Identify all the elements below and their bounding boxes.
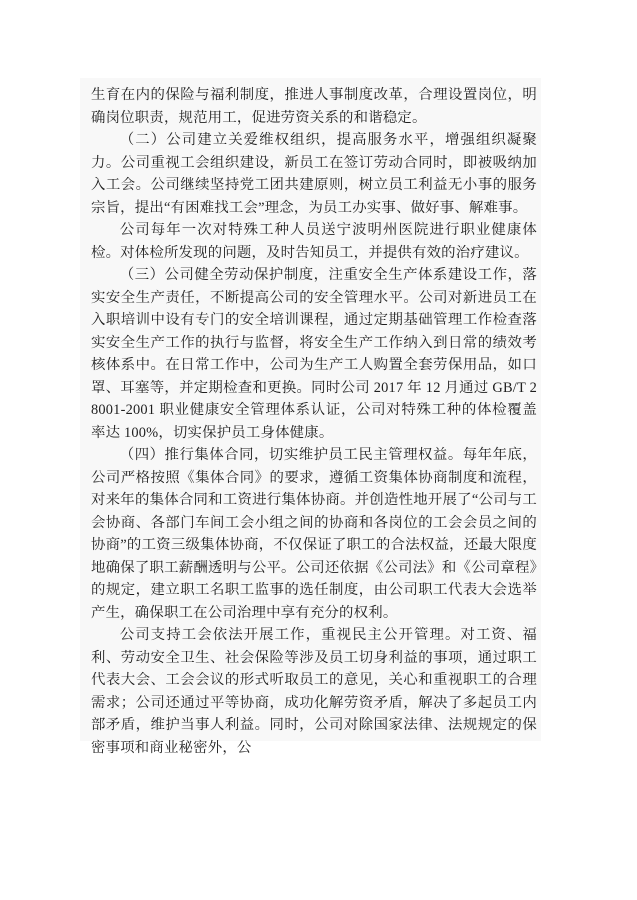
paragraph: （三）公司健全劳动保护制度，注重安全生产体系建设工作，落实安全生产责任，不断提高公司的安全管理水平。公司对新进员工在入职培训中设有专门的安全培训课程，通过定期基础管理工作检查落实安全生产工作的执行与监督，将安全生产工作纳入到日常的绩效考核体系中。在日常工作中，公司为生产工人购置全套劳保用品，如口罩、耳塞等，并定期检查和更换。同时公司 2017 年 12 月通过 GB/T 28001-2001 职业健康安全管理体系认证，公司对特殊工种的体检覆盖率达 100%，切实保护员工身体健康。 [91, 267, 537, 441]
paragraph: 公司支持工会依法开展工作，重视民主公开管理。对工资、福利、劳动安全卫生、社会保险等涉及员工切身利益的事项，通过职工代表大会、工会会议的形式听取员工的意见，关心和重视职工的合理需求；公司还通过平等协商，成功化解劳资矛盾，解决了多起员工内部矛盾，维护当事人利益。同时，公司对除国家法律、法规规定的保密事项和商业秘密外，公 [91, 627, 537, 756]
paragraph: 生育在内的保险与福利制度，推进人事制度改革，合理设置岗位，明确岗位职责，规范用工，促进劳资关系的和谐稳定。 [91, 87, 537, 126]
paragraph: （四）推行集体合同，切实维护员工民主管理权益。每年年底，公司严格按照《集体合同》的要求，遵循工资集体协商制度和流程，对来年的集体合同和工资进行集体协商。并创造性地开展了“公司与工会协商、各部门车间工会小组之间的协商和各岗位的工会会员之间的协商”的工资三级集体协商，不仅保证了职工的合法权益，还最大限度地确保了职工薪酬透明与公平。公司还依据《公司法》和《公司章程》的规定，建立职工名职工监事的选任制度，由公司职工代表大会选举产生，确保职工在公司治理中享有充分的权利。 [91, 447, 537, 621]
paragraph: （二）公司建立关爱维权组织，提高服务水平，增强组织凝聚力。公司重视工会组织建设，新员工在签订劳动合同时，即被吸纳加入工会。公司继续坚持党工团共建原则，树立员工利益无小事的服务宗旨，提出“有困难找工会”理念，为员工办实事、做好事、解难事。 [91, 132, 537, 216]
document-page [80, 78, 541, 756]
document-body [91, 84, 537, 759]
paragraph: 公司每年一次对特殊工种人员送宁波明州医院进行职业健康体检。对体检所发现的问题，及时告知员工，并提供有效的治疗建议。 [91, 222, 537, 261]
